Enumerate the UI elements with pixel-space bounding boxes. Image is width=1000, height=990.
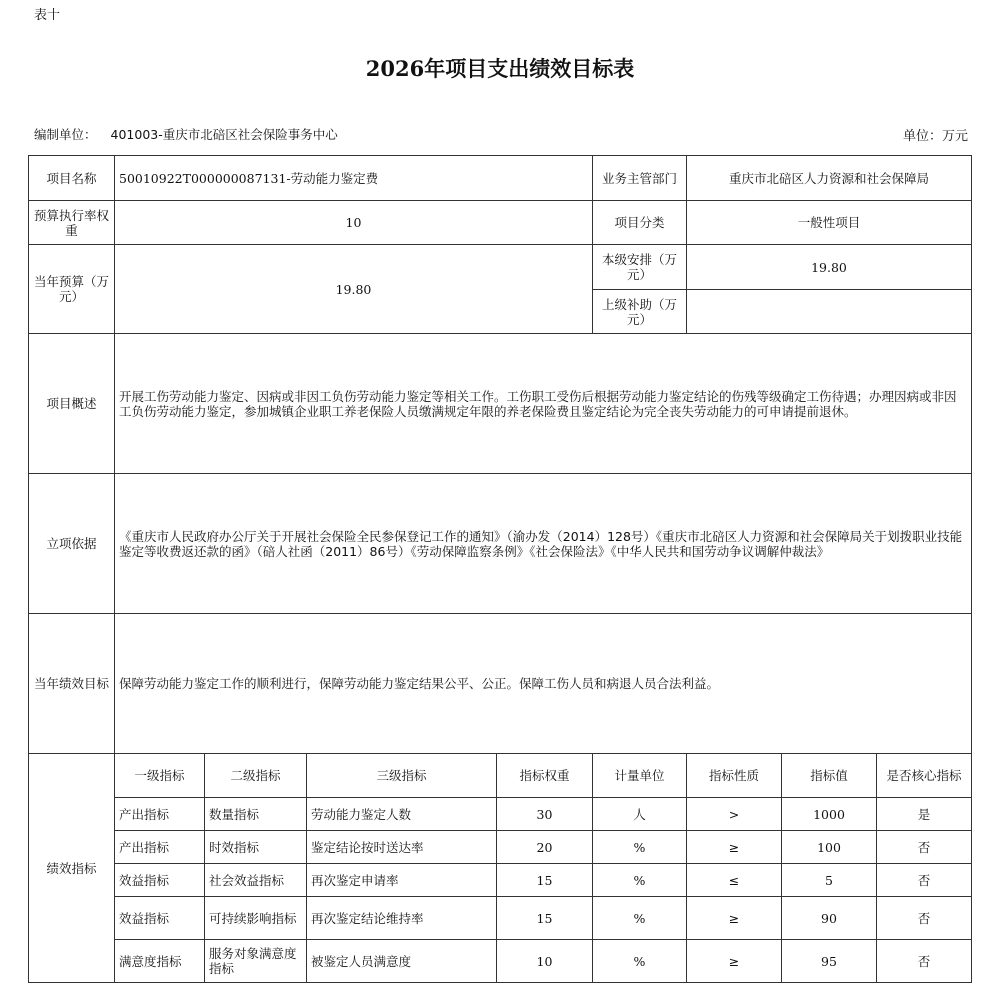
- upper-value: [687, 290, 972, 334]
- category-label: 项目分类: [593, 201, 687, 245]
- nature-cell: ≥: [687, 940, 782, 983]
- project-name-value: 50010922T000000087131-劳动能力鉴定费: [115, 156, 593, 201]
- header-level2: 二级指标: [205, 754, 307, 798]
- budget-label: 当年预算（万元）: [29, 245, 115, 334]
- goal-text: 保障劳动能力鉴定工作的顺利进行，保障劳动能力鉴定结果公平、公正。保障工伤人员和病退人员合法利益。: [115, 614, 972, 754]
- level1-cell: 效益指标: [115, 864, 205, 897]
- weight-cell: 20: [497, 831, 593, 864]
- overview-label: 项目概述: [29, 334, 115, 474]
- unit-cell: %: [593, 940, 687, 983]
- weight-cell: 15: [497, 864, 593, 897]
- row-goal: [29, 614, 972, 754]
- level3-cell: 被鉴定人员满意度: [307, 940, 497, 983]
- row-basis: [29, 474, 972, 614]
- header-core: 是否核心指标: [877, 754, 972, 798]
- level1-cell: 产出指标: [115, 798, 205, 831]
- level1-cell: 满意度指标: [115, 940, 205, 983]
- core-cell: 否: [877, 864, 972, 897]
- compiling-unit: [34, 125, 352, 143]
- header-weight: 指标权重: [497, 754, 593, 798]
- nature-cell: ≤: [687, 864, 782, 897]
- indicator-row: [29, 940, 972, 983]
- row-budget: [29, 245, 972, 290]
- dept-label: 业务主管部门: [593, 156, 687, 201]
- level3-cell: 再次鉴定申请率: [307, 864, 497, 897]
- project-name-label: 项目名称: [29, 156, 115, 201]
- unit-cell: 人: [593, 798, 687, 831]
- indicator-header-row: [29, 754, 972, 798]
- weight-cell: 30: [497, 798, 593, 831]
- core-cell: 否: [877, 831, 972, 864]
- level3-cell: 劳动能力鉴定人数: [307, 798, 497, 831]
- value-cell: 1000: [782, 798, 877, 831]
- core-cell: 是: [877, 798, 972, 831]
- header-level1: 一级指标: [115, 754, 205, 798]
- nature-cell: ≥: [687, 831, 782, 864]
- exec-weight-label: 预算执行率权重: [29, 201, 115, 245]
- upper-label: 上级补助（万元）: [593, 290, 687, 334]
- level1-cell: 效益指标: [115, 897, 205, 940]
- basis-text: 《重庆市人民政府办公厅关于开展社会保险全民参保登记工作的通知》（渝办发（2014）128号）《重庆市北碚区人力资源和社会保障局关于划拨职业技能鉴定等收费返还款的函》（碚人社函（2011）86号）《劳动保障监察条例》《社会保险法》《中华人民共和国劳动争议调解仲裁法》: [115, 474, 972, 614]
- compiling-unit-value: 401003-重庆市北碚区社会保险事务中心: [110, 127, 338, 142]
- level2-cell: 数量指标: [205, 798, 307, 831]
- level3-cell: 鉴定结论按时送达率: [307, 831, 497, 864]
- table-number-label: 表十: [34, 8, 61, 23]
- value-cell: 95: [782, 940, 877, 983]
- row-project-name: [29, 156, 972, 201]
- value-cell: 5: [782, 864, 877, 897]
- indicator-row: [29, 831, 972, 864]
- value-cell: 90: [782, 897, 877, 940]
- local-value: 19.80: [687, 245, 972, 290]
- core-cell: 否: [877, 897, 972, 940]
- row-exec-weight: [29, 201, 972, 245]
- header-unit: 计量单位: [593, 754, 687, 798]
- budget-value: 19.80: [115, 245, 593, 334]
- level3-cell: 再次鉴定结论维持率: [307, 897, 497, 940]
- header-value: 指标值: [782, 754, 877, 798]
- overview-text: 开展工伤劳动能力鉴定、因病或非因工负伤劳动能力鉴定等相关工作。工伤职工受伤后根据劳动能力鉴定结论的伤残等级确定工伤待遇；办理因病或非因工负伤劳动能力鉴定，参加城镇企业职工养老保险人员缴满规定年限的养老保险费且鉴定结论为完全丧失劳动能力的可申请提前退休。: [115, 334, 972, 474]
- unit-cell: %: [593, 897, 687, 940]
- dept-value: 重庆市北碚区人力资源和社会保障局: [687, 156, 972, 201]
- weight-cell: 15: [497, 897, 593, 940]
- level2-cell: 可持续影响指标: [205, 897, 307, 940]
- level2-cell: 时效指标: [205, 831, 307, 864]
- basis-label: 立项依据: [29, 474, 115, 614]
- value-cell: 100: [782, 831, 877, 864]
- goal-label: 当年绩效目标: [29, 614, 115, 754]
- local-label: 本级安排（万元）: [593, 245, 687, 290]
- level2-cell: 社会效益指标: [205, 864, 307, 897]
- indicator-row: [29, 897, 972, 940]
- indicator-row: [29, 864, 972, 897]
- category-value: 一般性项目: [687, 201, 972, 245]
- indicator-row: [29, 798, 972, 831]
- nature-cell: >: [687, 798, 782, 831]
- page-title: 2026年项目支出绩效目标表: [365, 56, 635, 81]
- core-cell: 否: [877, 940, 972, 983]
- unit-cell: %: [593, 864, 687, 897]
- exec-weight-value: 10: [115, 201, 593, 245]
- nature-cell: ≥: [687, 897, 782, 940]
- level1-cell: 产出指标: [115, 831, 205, 864]
- unit-cell: %: [593, 831, 687, 864]
- level2-cell: 服务对象满意度指标: [205, 940, 307, 983]
- weight-cell: 10: [497, 940, 593, 983]
- header-nature: 指标性质: [687, 754, 782, 798]
- compiling-unit-label: 编制单位：: [34, 127, 97, 142]
- row-overview: [29, 334, 972, 474]
- indicators-section-label: 绩效指标: [29, 754, 115, 983]
- performance-target-table: [28, 155, 972, 983]
- currency-unit: 单位：万元: [902, 129, 968, 144]
- header-level3: 三级指标: [307, 754, 497, 798]
